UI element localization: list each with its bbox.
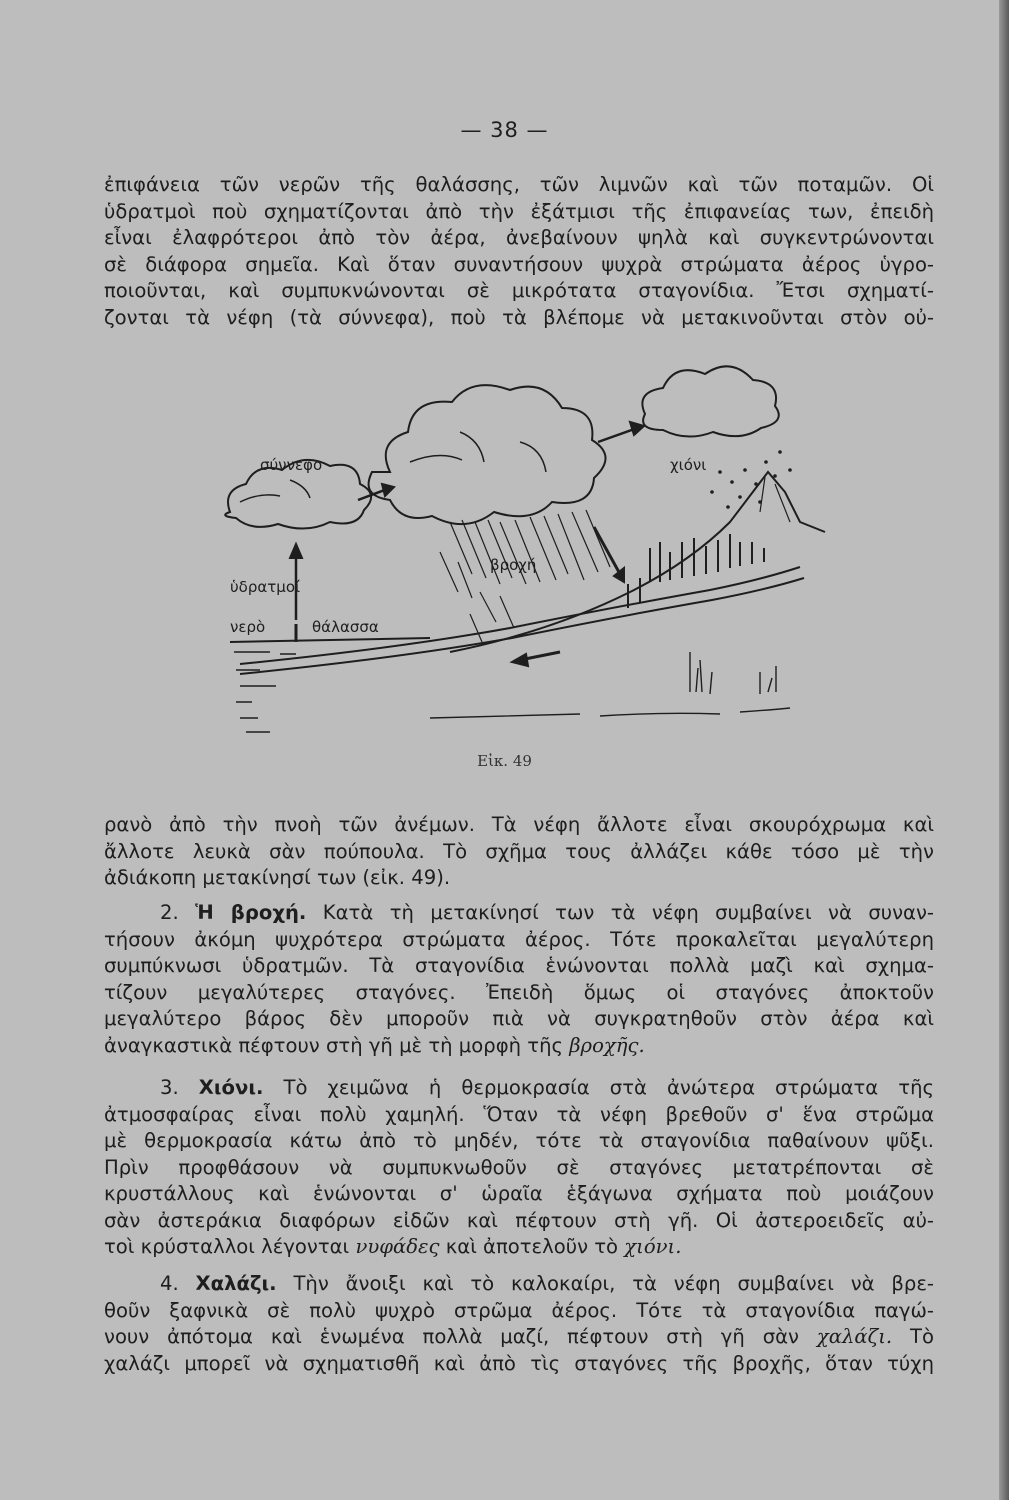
text-line: ποιοῦνται, καὶ συμπυκνώνονται σὲ μικρότατα σταγονίδια. Ἔτσι σχηματί-	[104, 279, 934, 302]
figure-caption: Εἰκ. 49	[477, 752, 532, 770]
label-water: νερὸ	[230, 618, 266, 636]
section-heading-rain: Ἡ βροχή.	[195, 901, 307, 924]
section-first-line	[104, 900, 934, 927]
text-line: ζονται τὰ νέφη (τὰ σύννεφα), ποὺ τὰ βλέπομε νὰ μετακινοῦνται στὸν οὐ-	[104, 305, 934, 329]
snow-cloud-shape	[642, 366, 778, 436]
large-cloud-shape	[369, 385, 606, 524]
text-line: Κατὰ τὴ μετακίνησί των τὰ νέφη συμβαίνει νὰ συναν-	[322, 901, 934, 924]
section-heading-snow: Χιόνι.	[198, 1076, 264, 1099]
text-line: ἀδιάκοπη μετακίνησί των (εἰκ. 49).	[104, 866, 451, 889]
term-hail: χαλάζι.	[816, 1325, 893, 1348]
text-line: ἄλλοτε λευκὰ σὰν πούπουλα. Τὸ σχῆμα τους ἀλλάζει κάθε τόσο μὲ τὴν	[104, 839, 934, 863]
paragraph-2	[104, 812, 934, 892]
trees	[628, 534, 764, 608]
shoreline	[230, 638, 430, 642]
section-last-line	[104, 1033, 934, 1060]
text-line: ρανὸ ἀπὸ τὴν πνοὴ τῶν ἀνέμων. Τὰ νέφη ἄλλοτε εἶναι σκουρόχρωμα καὶ	[104, 813, 934, 836]
section-first-line	[104, 1075, 934, 1102]
paragraph-1	[104, 172, 934, 331]
text-line: συμπύκνωσι ὑδρατμῶν. Τὰ σταγονίδια ἑνώνονται πολλὰ μαζὶ καὶ σχημα-	[104, 954, 934, 977]
term-snowflakes: νυφάδες	[355, 1235, 440, 1258]
river	[240, 567, 800, 664]
text-line: νουν ἀπότομα καὶ ἑνωμένα πολλὰ μαζί, πέφτουν στὴ γῆ σὰν	[104, 1325, 799, 1348]
label-cloud: σύννεφο	[260, 456, 323, 474]
text-line: μεγαλύτερο βάρος δὲν μποροῦν πιὰ νὰ συγκρατηθοῦν στὸν ἀέρα καὶ	[104, 1007, 934, 1030]
hail-section	[104, 1271, 934, 1377]
section-heading-hail: Χαλάζι.	[195, 1272, 277, 1295]
snow-dots	[710, 450, 792, 509]
label-vapor: ὑδρατμοί	[230, 578, 301, 596]
term-rain: βροχῆς.	[569, 1033, 645, 1057]
text-line: καὶ ἀποτελοῦν τὸ	[445, 1235, 619, 1258]
text-line: μὲ θερμοκρασία κάτω ἀπὸ τὸ μηδέν, τότε τὰ σταγονίδια παθαίνουν ψῦξι.	[104, 1129, 934, 1152]
snow-section	[104, 1075, 934, 1261]
label-snow: χιόνι	[670, 456, 707, 474]
text-line: τοὶ κρύσταλλοι λέγονται	[104, 1235, 350, 1258]
water-cycle-figure	[200, 352, 830, 752]
section-first-line	[104, 1271, 934, 1298]
text-line: ὑδρατμοὶ ποὺ σχηματίζονται ἀπὸ τὴν ἐξάτμισι τῆς ἐπιφανείας των, ἐπειδὴ	[104, 199, 934, 223]
text-line: ἀτμοσφαίρας εἶναι πολὺ χαμηλή. Ὅταν τὰ νέφη βρεθοῦν σ' ἕνα στρῶμα	[104, 1102, 934, 1126]
section-number: 3.	[160, 1076, 179, 1099]
section-last-line	[104, 1234, 934, 1261]
section-number: 2.	[160, 901, 179, 924]
text-line: Πρὶν προφθάσουν νὰ συμπυκνωθοῦν σὲ σταγόνες μετατρέπονται σὲ	[104, 1155, 934, 1179]
section-number: 4.	[160, 1272, 179, 1295]
label-sea: θάλασσα	[312, 618, 379, 636]
text-line: ἐπιφάνεια τῶν νερῶν τῆς θαλάσσης, τῶν λιμνῶν καὶ τῶν ποταμῶν. Οἱ	[104, 173, 934, 196]
text-line: κρυστάλλους καὶ ἑνώνονται σ' ὡραῖα ἑξάγωνα σχήματα ποὺ μοιάζουν	[104, 1182, 934, 1205]
text-line: τήσουν ἀκόμη ψυχρότερα στρώματα ἀέρος. Τότε προκαλεῖται μεγαλύτερη	[104, 927, 934, 951]
rain-arrow	[594, 527, 620, 574]
page-number: — 38 —	[460, 118, 549, 142]
text-line: σὲ διάφορα σημεῖα. Καὶ ὅταν συναντήσουν ψυχρὰ στρώματα ἀέρος ὑγρο-	[104, 252, 934, 276]
text-line: σὰν ἀστεράκια διαφόρων εἰδῶν καὶ πέφτουν στὴ γῆ. Οἱ ἀστεροειδεῖς αὐ-	[104, 1208, 934, 1232]
text-line: τίζουν μεγαλύτερες σταγόνες. Ἐπειδὴ ὅμως οἱ σταγόνες ἀποκτοῦν	[104, 980, 934, 1004]
text-line: Τὴν ἄνοιξι καὶ τὸ καλοκαίρι, τὰ νέφη συμβαίνει νὰ βρε-	[293, 1272, 934, 1295]
text-line: θοῦν ξαφνικὰ σὲ πολὺ ψυχρὸ στρῶμα ἀέρος. Τότε τὰ σταγονίδια παγώ-	[104, 1298, 934, 1322]
text-line: χαλάζι μπορεῖ νὰ σχηματισθῆ καὶ ἀπὸ τὶς σταγόνες τῆς βροχῆς, ὅταν τύχη	[104, 1351, 934, 1375]
text-line: Τὸ	[910, 1325, 934, 1348]
rain-section	[104, 900, 934, 1059]
section-mixed-line	[104, 1324, 934, 1351]
ground	[430, 652, 790, 718]
text-line: ἀναγκαστικὰ πέφτουν στὴ γῆ μὲ τὴ μορφὴ τῆς	[104, 1033, 563, 1057]
text-line: εἶναι ἐλαφρότεροι ἀπὸ τὸν ἀέρα, ἀνεβαίνουν ψηλὰ καὶ συγκεντρώνονται	[104, 226, 934, 249]
page-edge	[999, 0, 1009, 1500]
label-rain: βροχή	[490, 556, 537, 574]
rain-streaks	[440, 510, 610, 642]
text-line: Τὸ χειμῶνα ἡ θερμοκρασία στὰ ἀνώτερα στρώματα τῆς	[283, 1076, 934, 1099]
term-snow: χιόνι.	[624, 1235, 682, 1258]
